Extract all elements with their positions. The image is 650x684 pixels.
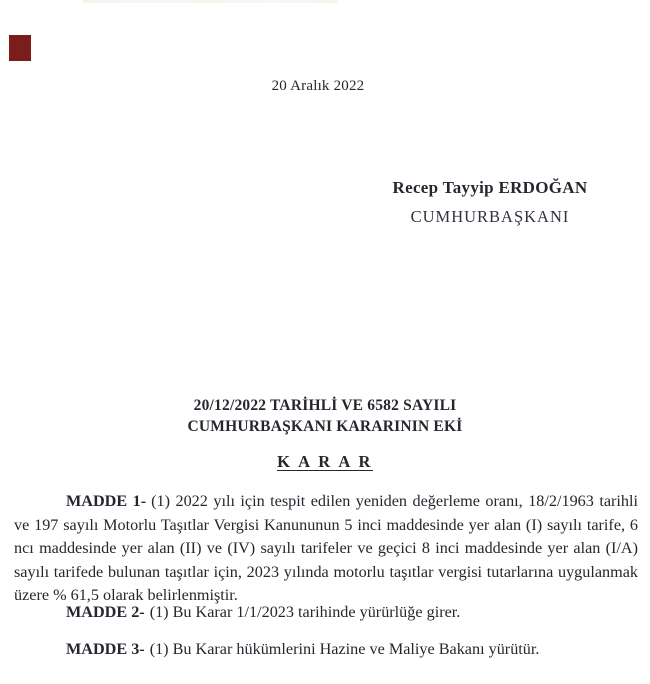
president-title: CUMHURBAŞKANI bbox=[410, 207, 570, 226]
article-2 bbox=[14, 601, 638, 625]
article-3-label: MADDE 3- bbox=[66, 640, 145, 658]
article-3 bbox=[14, 638, 638, 662]
article-3-text: (1) Bu Karar hükümlerini Hazine ve Maliye Bakanı yürütür. bbox=[149, 640, 540, 658]
article-1-label: MADDE 1- bbox=[66, 492, 147, 510]
decree-heading-line1: 20/12/2022 TARİHLİ VE 6582 SAYILI bbox=[193, 397, 457, 414]
decree-heading bbox=[0, 396, 650, 437]
red-stamp-square bbox=[9, 35, 31, 61]
karar-title: K A R A R bbox=[277, 452, 373, 471]
signature-block bbox=[330, 178, 650, 227]
cropped-content-edge bbox=[83, 0, 337, 3]
article-2-text: (1) Bu Karar 1/1/2023 tarihinde yürürlüğe girer. bbox=[149, 603, 461, 621]
article-1-text: (1) 2022 yılı için tespit edilen yeniden değerleme oranı, 18/2/1963 tarihli ve 197 sayılı Motorlu Taşıtlar Vergisi Kanununun 5 inci maddesinde yer alan (I) sayılı tarife, 6 ncı maddesinde yer alan (II) ve (IV) sayılı tarifeler ve geçici 8 inci maddesinde yer alan (I/A) sayılı tarifede bulunan taşıtlar için, 2023 yılında motorlu taşıtlar vergisi tutarlarına uygulanmak üzere % 61,5 olarak belirlenmiştir. bbox=[14, 492, 638, 605]
president-name: Recep Tayyip ERDOĞAN bbox=[392, 178, 588, 197]
document-date: 20 Aralık 2022 bbox=[271, 78, 365, 94]
article-1 bbox=[14, 490, 638, 608]
article-2-label: MADDE 2- bbox=[66, 603, 145, 621]
decree-heading-line2: CUMHURBAŞKANI KARARININ EKİ bbox=[187, 417, 463, 435]
